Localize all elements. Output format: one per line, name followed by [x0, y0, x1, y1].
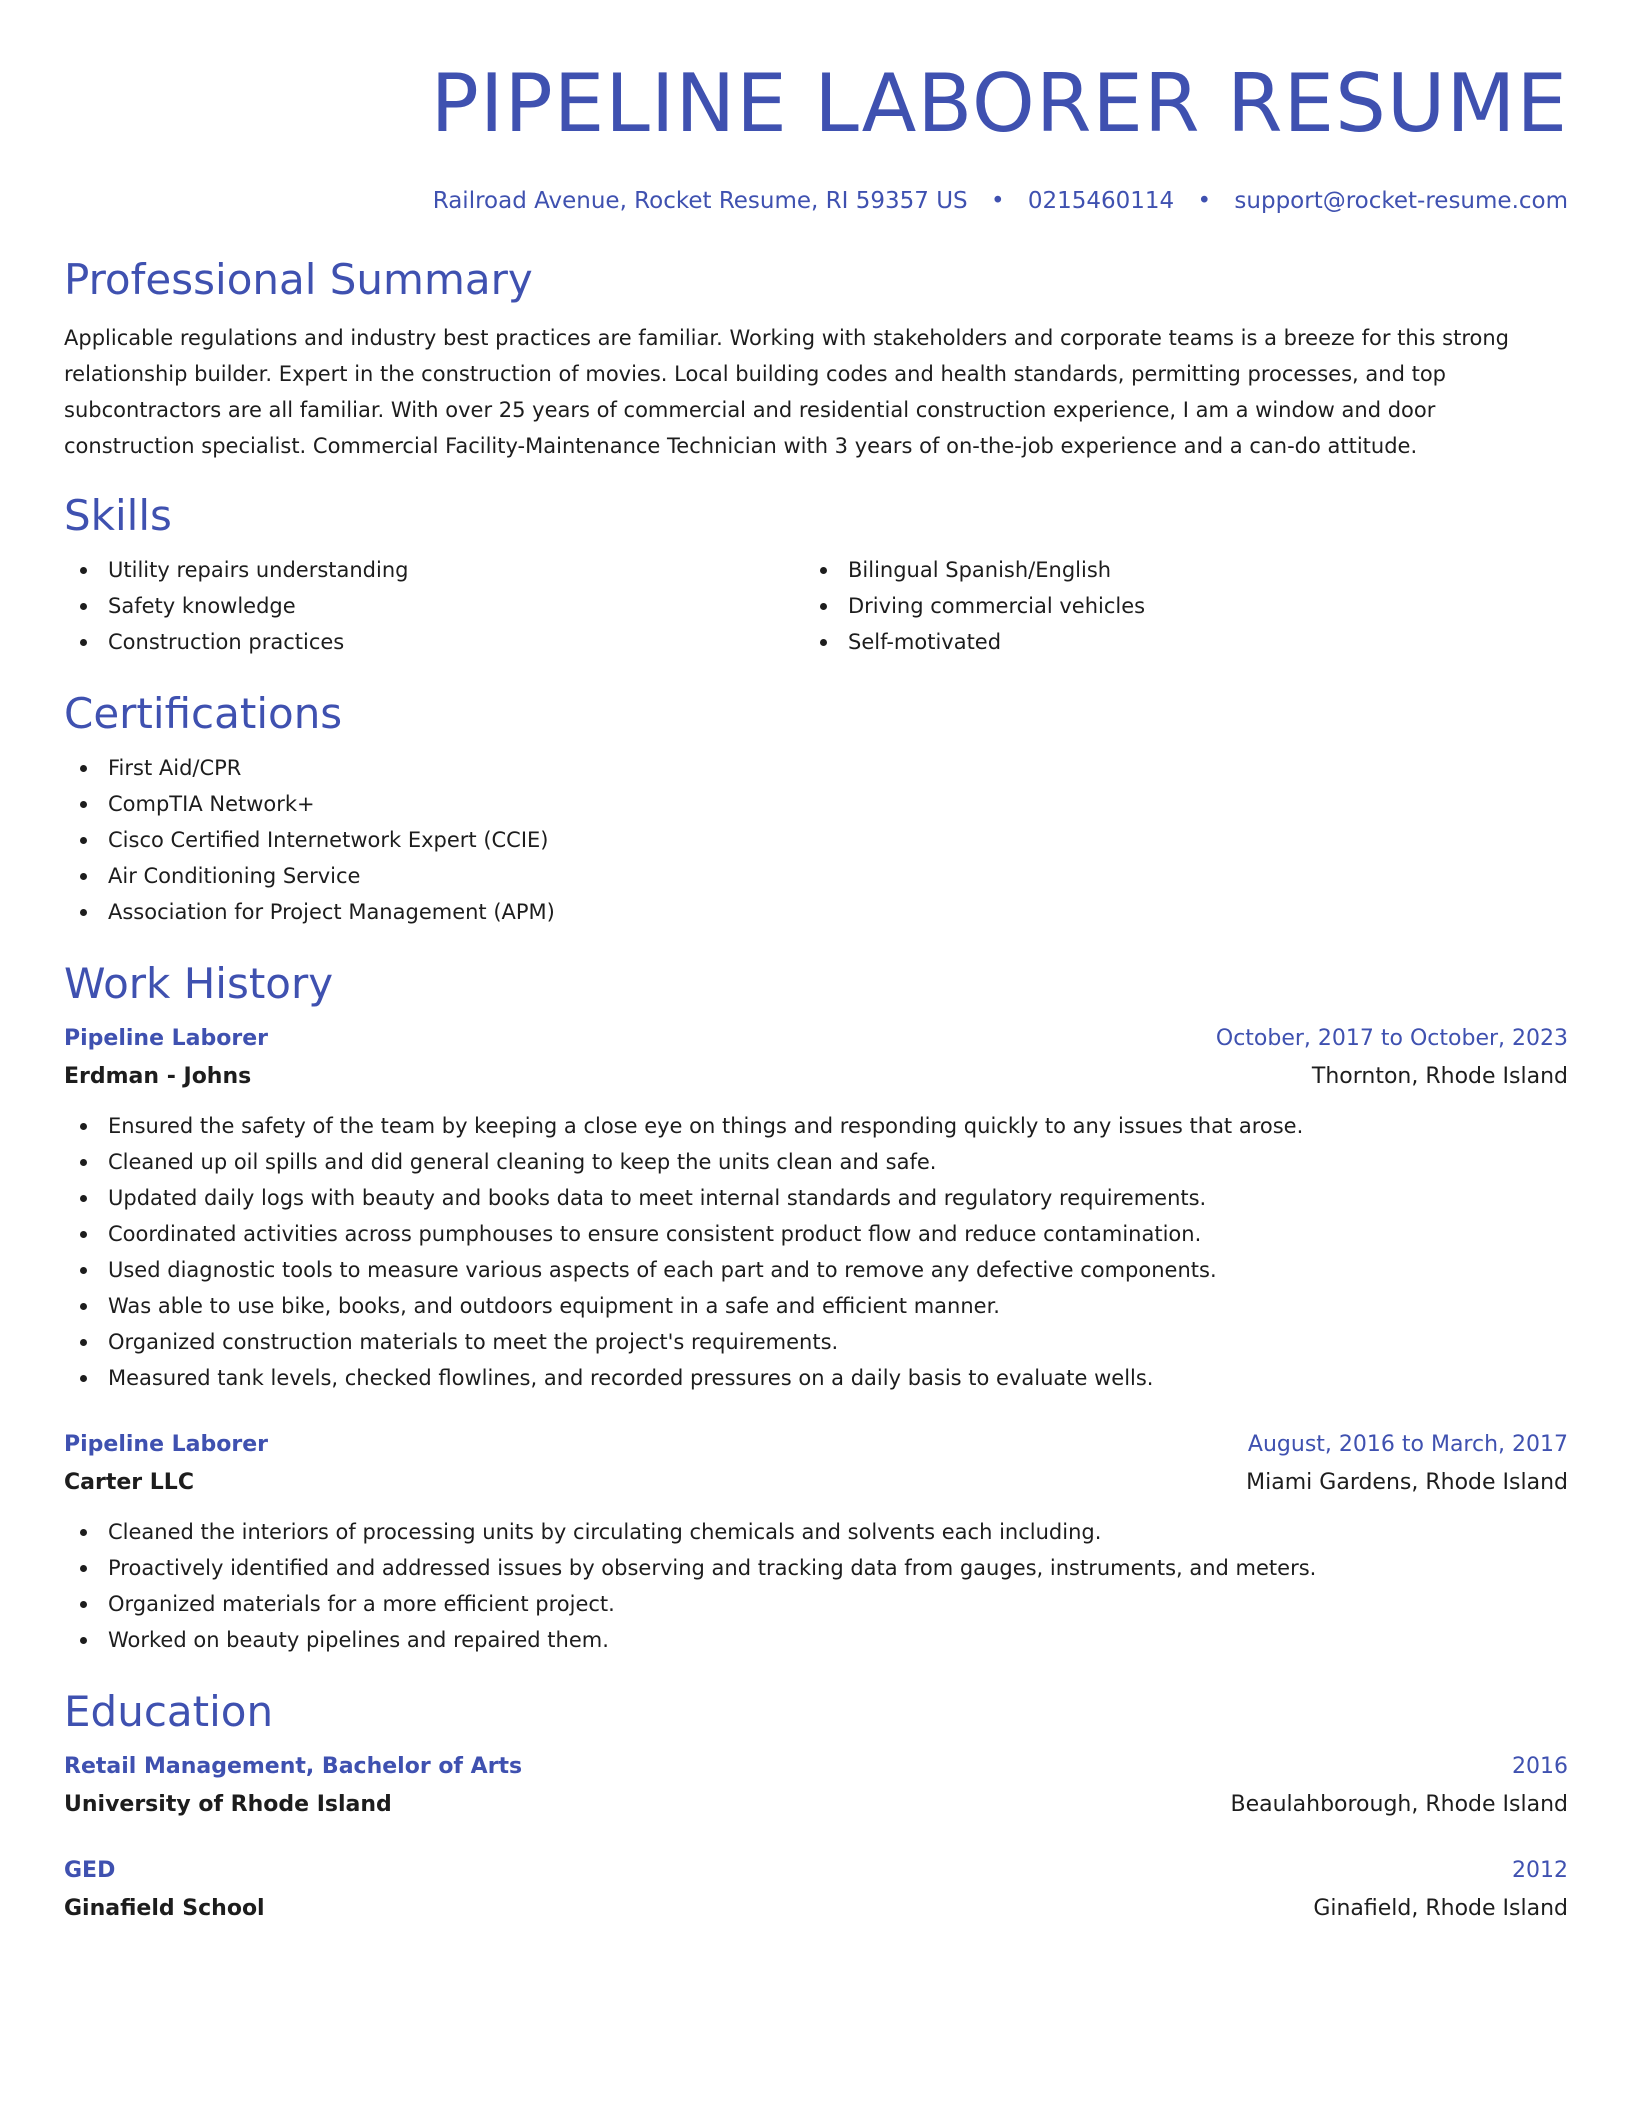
skill-item: Safety knowledge	[64, 588, 804, 624]
job-bullet: Worked on beauty pipelines and repaired them.	[64, 1622, 1568, 1658]
graduation-year: 2016	[1512, 1754, 1568, 1779]
certifications-heading: Certifications	[64, 689, 343, 738]
summary-text: Applicable regulations and industry best practices are familiar. Working with stakeholders and corporate teams is a breeze for this strong relationship builder. Expert in the construction of movies. Local building codes and health standards, permitting processes, and top subcontractors are all familiar. With over 25 years of commercial and residential construction experience, I am a window and door construction specialist. Commercial Facility-Maintenance Technician with 3 years of on-the-job experience and a can-do attitude.	[64, 326, 1510, 458]
school-location: Beaulahborough, Rhode Island	[1230, 1792, 1568, 1817]
job-bullet: Cleaned up oil spills and did general cleaning to keep the units clean and safe.	[64, 1144, 1568, 1180]
job-bullet: Coordinated activities across pumphouses to ensure consistent product flow and reduce contamination.	[64, 1216, 1568, 1252]
company-name: Carter LLC	[64, 1470, 194, 1495]
school-name: Ginafield School	[64, 1896, 265, 1921]
email-link[interactable]: support@rocket-resume.com	[1234, 188, 1568, 214]
job-bullet: Updated daily logs with beauty and books data to meet internal standards and regulatory requirements.	[64, 1180, 1568, 1216]
job-entry	[64, 1020, 1568, 1396]
certification-item: First Aid/CPR	[64, 750, 1568, 786]
skill-item: Driving commercial vehicles	[804, 588, 1544, 624]
education-entry	[64, 1852, 1568, 1928]
job-bullets	[64, 1108, 1568, 1396]
address: Railroad Avenue, Rocket Resume, RI 59357 US	[432, 188, 968, 214]
contact-line	[64, 186, 1568, 216]
education-heading: Education	[64, 1687, 274, 1736]
job-title: Pipeline Laborer	[64, 1432, 269, 1457]
job-dates: August, 2016 to March, 2017	[1247, 1432, 1568, 1457]
job-bullet: Organized construction materials to meet the project's requirements.	[64, 1324, 1568, 1360]
phone: 0215460114	[1027, 188, 1175, 214]
job-bullet: Measured tank levels, checked flowlines, and recorded pressures on a daily basis to evaluate wells.	[64, 1360, 1568, 1396]
job-bullet: Organized materials for a more efficient project.	[64, 1586, 1568, 1622]
work-history-heading: Work History	[64, 959, 334, 1008]
company-name: Erdman - Johns	[64, 1064, 252, 1089]
job-bullet: Cleaned the interiors of processing units by circulating chemicals and solvents each including.	[64, 1514, 1568, 1550]
job-bullet: Used diagnostic tools to measure various aspects of each part and to remove any defective components.	[64, 1252, 1568, 1288]
job-location: Thornton, Rhode Island	[1311, 1064, 1568, 1089]
skill-item: Construction practices	[64, 624, 804, 660]
job-bullets	[64, 1514, 1568, 1658]
separator-dot: •	[1197, 188, 1212, 214]
skills-right-column	[804, 552, 1544, 660]
certification-item: Cisco Certified Internetwork Expert (CCIE)	[64, 822, 1568, 858]
certification-item: Air Conditioning Service	[64, 858, 1568, 894]
job-title: Pipeline Laborer	[64, 1026, 269, 1051]
job-dates: October, 2017 to October, 2023	[1215, 1026, 1568, 1051]
graduation-year: 2012	[1512, 1858, 1568, 1883]
certifications-list	[64, 750, 1568, 930]
skills-heading: Skills	[64, 491, 172, 540]
skill-item: Self-motivated	[804, 624, 1544, 660]
school-location: Ginafield, Rhode Island	[1313, 1896, 1568, 1921]
summary-heading: Professional Summary	[64, 255, 533, 304]
separator-dot: •	[990, 188, 1005, 214]
education-entry	[64, 1748, 1568, 1824]
school-name: University of Rhode Island	[64, 1792, 392, 1817]
degree: Retail Management, Bachelor of Arts	[64, 1754, 523, 1779]
job-bullet: Ensured the safety of the team by keeping a close eye on things and responding quickly to any issues that arose.	[64, 1108, 1568, 1144]
job-location: Miami Gardens, Rhode Island	[1246, 1470, 1568, 1495]
job-entry	[64, 1426, 1568, 1658]
degree: GED	[64, 1858, 116, 1883]
job-bullet: Was able to use bike, books, and outdoors equipment in a safe and efficient manner.	[64, 1288, 1568, 1324]
certification-item: CompTIA Network+	[64, 786, 1568, 822]
certification-item: Association for Project Management (APM)	[64, 894, 1568, 930]
skill-item: Bilingual Spanish/English	[804, 552, 1544, 588]
skill-item: Utility repairs understanding	[64, 552, 804, 588]
job-bullet: Proactively identified and addressed issues by observing and tracking data from gauges, instruments, and meters.	[64, 1550, 1568, 1586]
skills-left-column	[64, 552, 804, 660]
page-title: PIPELINE LABORER RESUME	[430, 57, 1568, 150]
skills-list	[64, 552, 1568, 660]
